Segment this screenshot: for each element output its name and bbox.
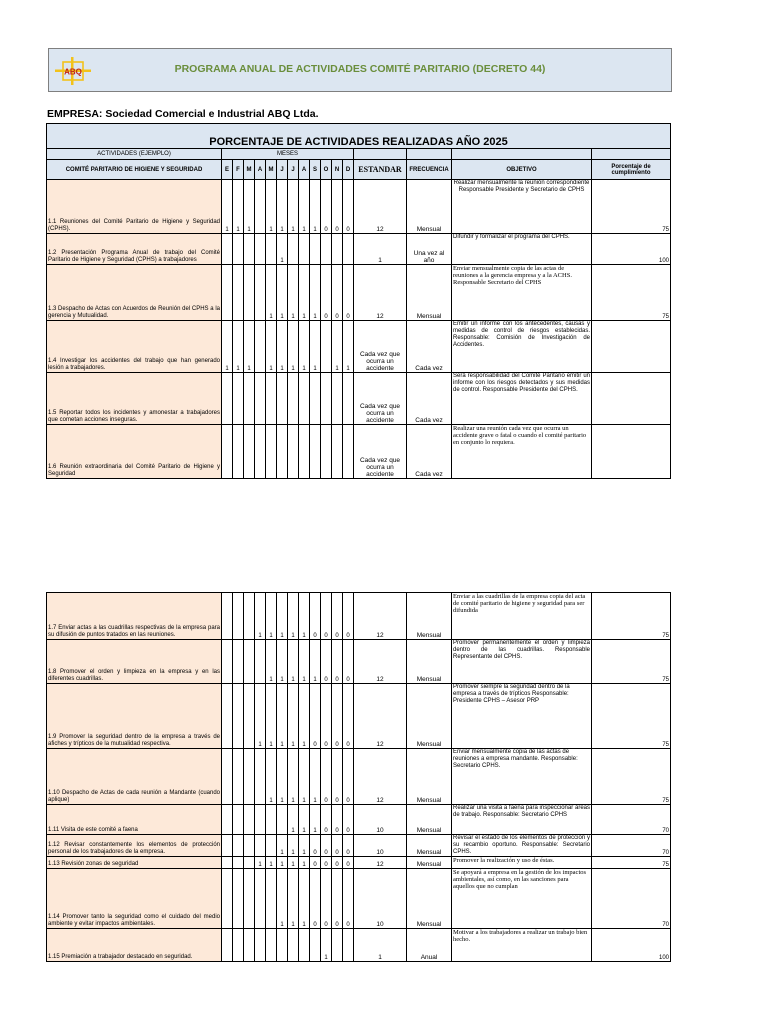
month-cell: 0: [332, 684, 343, 749]
month-cell: 0: [343, 835, 354, 857]
month-cell: [233, 869, 244, 929]
month-cell: [277, 929, 288, 962]
month-cell: 1: [299, 805, 310, 835]
percent-cell: [592, 425, 671, 479]
month-cell: [277, 425, 288, 479]
activity-cell: 1.7 Enviar actas a las cuadrillas respectivas de la empresa para su difusión de puntos tratados en las reuniones.: [47, 593, 222, 640]
objective-cell: Realizar una visita a faena para inspeccionar áreas de trabajo. Responsable: Secretario CPHS: [452, 805, 592, 835]
month-cell: 0: [343, 684, 354, 749]
month-cell: 1: [288, 684, 299, 749]
month-cell: [288, 425, 299, 479]
month-cell: [321, 373, 332, 425]
month-cell: 1: [310, 640, 321, 684]
month-cell: 1: [299, 857, 310, 869]
objective-cell: Enviar a las cuadrillas de la empresa copia del acta de comité paritario de higiene y seguridad para ser difundida: [452, 593, 592, 640]
month-cell: [233, 373, 244, 425]
month-cell: [343, 234, 354, 265]
month-cell: 1: [310, 749, 321, 805]
objective-cell: Promover siempre la seguridad dentro de la empresa a través de trípticos Responsable: Presidente CPHS – Asesor PRP: [452, 684, 592, 749]
month-cell: 0: [310, 857, 321, 869]
month-cell: 1: [266, 857, 277, 869]
month-cell: 1: [277, 749, 288, 805]
month-cell: 1: [222, 321, 233, 373]
month-cell: 0: [332, 857, 343, 869]
month-cell: [266, 929, 277, 962]
month-cell: [321, 321, 332, 373]
month-cell: 0: [321, 835, 332, 857]
month-cell: 0: [343, 593, 354, 640]
objective-cell: Revisar el estado de los elementos de protección y su recambio oportuno. Responsable: Secretario CPHS.: [453, 835, 590, 855]
frequency-cell: Mensual: [407, 749, 452, 805]
frequency-cell: Mensual: [407, 835, 452, 857]
month-cell: 1: [288, 593, 299, 640]
frequency-cell: Mensual: [407, 593, 452, 640]
standard-cell: 1: [354, 929, 407, 962]
percent-cell: 75: [592, 180, 671, 234]
month-cell: 1: [266, 640, 277, 684]
month-cell: 0: [343, 857, 354, 869]
month-cell: 1: [233, 321, 244, 373]
month-cell: [288, 373, 299, 425]
activity-cell: 1.4 Investigar los accidentes del trabajo que han generado lesión a trabajadores.: [47, 321, 222, 373]
company-name: EMPRESA: Sociedad Comercial e Industrial ABQ Ltda.: [47, 108, 319, 120]
month-cell: 0: [343, 180, 354, 234]
month-cell: [266, 234, 277, 265]
table-row: [47, 593, 671, 640]
month-cell: [244, 805, 255, 835]
month-cell: [233, 749, 244, 805]
activity-cell: 1.2 Presentación Programa Anual de trabajo del Comité Paritario de Higiene y Seguridad (CPHS) a trabajadores: [47, 234, 222, 265]
month-cell: [255, 180, 266, 234]
column-header-percent: Porcentaje de cumplimiento: [592, 160, 671, 180]
percent-cell: 75: [592, 749, 671, 805]
month-cell: [222, 857, 233, 869]
month-cell: [332, 234, 343, 265]
frequency-cell: Mensual: [407, 869, 452, 929]
table-title: PORCENTAJE DE ACTIVIDADES REALIZADAS AÑO 2025: [47, 124, 671, 149]
month-cell: 1: [310, 805, 321, 835]
month-cell: 0: [321, 749, 332, 805]
percent-cell: 75: [592, 857, 671, 869]
month-cell: 1: [299, 835, 310, 857]
month-cell: [299, 425, 310, 479]
standard-cell: 12: [354, 640, 407, 684]
month-cell: 0: [343, 265, 354, 321]
month-cell: [233, 857, 244, 869]
frequency-cell: Cada vez: [407, 425, 452, 479]
activity-cell: 1.1 Reuniones del Comité Paritario de Higiene y Seguridad (CPHS).: [47, 180, 222, 234]
month-cell: [266, 869, 277, 929]
percent-cell: 70: [592, 835, 671, 857]
month-cell: 1: [310, 180, 321, 234]
month-cell: 0: [332, 640, 343, 684]
percent-cell: 75: [592, 684, 671, 749]
month-cell: [222, 835, 233, 857]
frequency-cell: Cada vez: [407, 373, 452, 425]
month-cell: [244, 265, 255, 321]
month-cell: 1: [288, 857, 299, 869]
month-cell: [266, 373, 277, 425]
month-cell: [310, 425, 321, 479]
standard-cell: 10: [354, 805, 407, 835]
month-cell: 1: [255, 684, 266, 749]
month-cell: [244, 373, 255, 425]
month-cell: 0: [343, 640, 354, 684]
objective-cell: Promover la realización y uso de éstas.: [452, 857, 592, 869]
month-header: S: [310, 160, 321, 180]
month-cell: 1: [255, 593, 266, 640]
table-row: [47, 321, 671, 373]
standard-cell: 12: [354, 684, 407, 749]
frequency-cell: Mensual: [407, 805, 452, 835]
table-row: [47, 684, 671, 749]
objective-cell: Difundir y formalizar el programa del CPHS.: [452, 234, 592, 265]
month-cell: 0: [310, 593, 321, 640]
table-row: [47, 180, 671, 234]
month-cell: 1: [266, 593, 277, 640]
activity-cell: 1.3 Despacho de Actas con Acuerdos de Reunión del CPHS a la gerencia y Mutualidad.: [47, 265, 222, 321]
percent-cell: [592, 321, 671, 373]
month-header: J: [288, 160, 299, 180]
column-header-frequency: FRECUENCIA: [407, 160, 452, 180]
month-cell: 1: [244, 321, 255, 373]
month-cell: 1: [299, 321, 310, 373]
month-header: M: [266, 160, 277, 180]
month-cell: [233, 425, 244, 479]
month-cell: [233, 593, 244, 640]
month-cell: 1: [277, 857, 288, 869]
month-cell: [277, 805, 288, 835]
month-cell: [255, 835, 266, 857]
table-row: [47, 869, 671, 929]
month-cell: 0: [332, 749, 343, 805]
month-cell: 1: [310, 265, 321, 321]
table-body-part-1: [47, 180, 671, 479]
month-cell: 0: [332, 869, 343, 929]
frequency-cell: Mensual: [407, 265, 452, 321]
month-cell: 0: [310, 684, 321, 749]
month-cell: [255, 869, 266, 929]
month-cell: [244, 684, 255, 749]
activity-cell: 1.9 Promover la seguridad dentro de la empresa a través de afiches y trípticos de la mutualidad respectiva.: [47, 684, 222, 749]
month-header: J: [277, 160, 288, 180]
month-cell: 0: [343, 869, 354, 929]
percent-cell: 75: [592, 640, 671, 684]
month-cell: 1: [266, 321, 277, 373]
month-cell: [288, 234, 299, 265]
month-cell: [255, 321, 266, 373]
table-row: [47, 265, 671, 321]
activity-cell: 1.5 Reportar todos los incidentes y amonestar a trabajadores que cometan acciones inseguras.: [47, 373, 222, 425]
month-cell: 0: [332, 265, 343, 321]
month-cell: [255, 749, 266, 805]
month-cell: 0: [343, 749, 354, 805]
month-cell: [266, 425, 277, 479]
table-row: [47, 373, 671, 425]
percent-cell: 100: [592, 929, 671, 962]
month-cell: 1: [288, 265, 299, 321]
activity-cell: 1.11 Visita de este comité a faena: [47, 805, 222, 835]
month-header: N: [332, 160, 343, 180]
month-cell: 1: [277, 321, 288, 373]
month-cell: 1: [288, 640, 299, 684]
objective-cell: Realizar una reunión cada vez que ocurra un accidente grave o fatal o cuando el comité paritario en conjunto lo requiera.: [452, 425, 592, 479]
month-cell: [233, 835, 244, 857]
month-cell: 1: [277, 593, 288, 640]
standard-cell: 10: [354, 869, 407, 929]
month-cell: [233, 805, 244, 835]
table-row: [47, 929, 671, 962]
activity-cell: 1.15 Premiación a trabajador destacado en seguridad.: [47, 929, 222, 962]
month-cell: 1: [299, 593, 310, 640]
month-cell: [244, 869, 255, 929]
standard-cell: 10: [354, 835, 407, 857]
page-title: PROGRAMA ANUAL DE ACTIVIDADES COMITÉ PARITARIO (DECRETO 44): [174, 63, 546, 75]
objective-cell: Será responsabilidad del Comité Paritario emitir un informe con los riesgos detectados y sus medidas de control. Responsable Presidente del CPHS.: [452, 373, 592, 425]
percent-cell: 70: [592, 805, 671, 835]
table-body-part-2: [47, 593, 671, 962]
month-cell: [222, 805, 233, 835]
month-cell: [299, 929, 310, 962]
month-cell: 0: [343, 805, 354, 835]
month-cell: 1: [266, 749, 277, 805]
month-cell: 1: [277, 234, 288, 265]
standard-cell: Cada vez que ocurra un accidente: [354, 321, 407, 373]
month-cell: [299, 373, 310, 425]
activity-cell: 1.14 Promover tanto la seguridad como el cuidado del medio ambiente y evitar impactos ambientales.: [47, 869, 222, 929]
month-cell: [255, 234, 266, 265]
month-cell: 1: [299, 749, 310, 805]
month-cell: [332, 425, 343, 479]
month-cell: 1: [277, 265, 288, 321]
standard-cell: Cada vez que ocurra un accidente: [354, 425, 407, 479]
month-cell: 1: [244, 180, 255, 234]
month-cell: 0: [321, 869, 332, 929]
svg-text:ABQ: ABQ: [64, 67, 82, 77]
month-cell: [277, 373, 288, 425]
column-header-objective: OBJETIVO: [452, 160, 592, 180]
standard-cell: 12: [354, 265, 407, 321]
table-row: [47, 425, 671, 479]
month-cell: 0: [332, 835, 343, 857]
month-cell: [255, 425, 266, 479]
month-cell: [244, 593, 255, 640]
standard-cell: 1: [354, 234, 407, 265]
table-row: [47, 835, 671, 857]
month-cell: 1: [266, 180, 277, 234]
month-cell: [222, 929, 233, 962]
month-cell: 1: [299, 265, 310, 321]
standard-cell: 12: [354, 857, 407, 869]
month-cell: [255, 265, 266, 321]
month-cell: 0: [321, 857, 332, 869]
month-cell: [222, 640, 233, 684]
month-cell: 1: [310, 321, 321, 373]
table-row: [47, 640, 671, 684]
month-cell: 1: [288, 869, 299, 929]
month-cell: [310, 929, 321, 962]
objective-cell: Promover permanentemente el orden y limpieza dentro de las cuadrillas. Responsable Representante del CPHS.: [452, 640, 592, 684]
activity-cell: 1.13 Revisión zonas de seguridad: [47, 857, 222, 869]
month-cell: [222, 684, 233, 749]
activity-cell: 1.10 Despacho de Actas de cada reunión a Mandante (cuando aplique): [47, 749, 222, 805]
month-cell: [244, 857, 255, 869]
month-cell: 1: [332, 321, 343, 373]
month-cell: 1: [277, 684, 288, 749]
activities-table-part-2: [46, 592, 671, 962]
month-cell: [233, 265, 244, 321]
month-cell: [222, 234, 233, 265]
frequency-cell: Mensual: [407, 684, 452, 749]
month-cell: 0: [321, 593, 332, 640]
month-cell: 1: [233, 180, 244, 234]
month-cell: [222, 869, 233, 929]
frequency-cell: Mensual: [407, 180, 452, 234]
objective-cell: Enviar mensualmente copia de las actas de reuniones a la gerencia empresa y a la ACHS. Responsable Secretario del CPHS: [452, 265, 592, 321]
month-header: F: [233, 160, 244, 180]
month-cell: [233, 684, 244, 749]
table-row: [47, 749, 671, 805]
month-cell: 1: [266, 684, 277, 749]
month-cell: [288, 929, 299, 962]
month-cell: 1: [288, 749, 299, 805]
month-cell: [244, 640, 255, 684]
month-cell: 1: [277, 835, 288, 857]
month-cell: 1: [277, 640, 288, 684]
month-cell: [255, 373, 266, 425]
month-cell: 1: [288, 835, 299, 857]
percent-cell: 75: [592, 265, 671, 321]
month-cell: [255, 929, 266, 962]
objective-cell: Enviar mensualmente copia de las actas de reuniones a empresa mandante. Responsable: Secretario CPHS.: [452, 749, 592, 805]
month-cell: 0: [332, 805, 343, 835]
month-cell: [222, 425, 233, 479]
standard-cell: 12: [354, 593, 407, 640]
month-cell: 0: [310, 869, 321, 929]
percent-cell: [592, 373, 671, 425]
month-cell: 0: [321, 640, 332, 684]
month-cell: [244, 234, 255, 265]
month-cell: 1: [277, 869, 288, 929]
month-cell: 1: [299, 684, 310, 749]
month-cell: [255, 640, 266, 684]
month-cell: [310, 373, 321, 425]
month-cell: [332, 373, 343, 425]
month-cell: 1: [288, 180, 299, 234]
month-cell: [266, 805, 277, 835]
objective-cell: Se apoyará a empresa en la gestión de los impactos ambientales, así como, en las sanciones para aquellos que no cumplan: [452, 869, 592, 929]
month-cell: [233, 929, 244, 962]
column-header-activity: COMITÉ PARITARIO DE HIGIENE Y SEGURIDAD: [47, 160, 222, 180]
month-cell: [343, 373, 354, 425]
month-cell: [321, 425, 332, 479]
objective-cell: Motivar a los trabajadores a realizar un trabajo bien hecho.: [452, 929, 592, 962]
month-cell: 0: [321, 684, 332, 749]
objective-cell: Realizar mensualmente la reunión correspondiente Responsable Presidente y Secretario de CPHS: [452, 180, 592, 234]
month-cell: 1: [222, 180, 233, 234]
month-cell: [343, 425, 354, 479]
month-header: D: [343, 160, 354, 180]
month-cell: [222, 749, 233, 805]
month-cell: [343, 929, 354, 962]
activity-cell: 1.8 Promover el orden y limpieza en la empresa y en las diferentes cuadrillas.: [47, 640, 222, 684]
standard-cell: 12: [354, 749, 407, 805]
standard-cell: Cada vez que ocurra un accidente: [354, 373, 407, 425]
month-cell: [332, 929, 343, 962]
month-header: M: [244, 160, 255, 180]
month-cell: 0: [332, 593, 343, 640]
month-cell: 0: [321, 805, 332, 835]
month-cell: [244, 835, 255, 857]
month-header: O: [321, 160, 332, 180]
month-cell: 1: [288, 805, 299, 835]
month-cell: [255, 805, 266, 835]
month-cell: [222, 265, 233, 321]
frequency-cell: Una vez al año: [407, 234, 452, 265]
frequency-cell: Mensual: [407, 640, 452, 684]
month-cell: [244, 425, 255, 479]
percent-cell: 75: [592, 593, 671, 640]
month-header: A: [255, 160, 266, 180]
month-cell: [266, 835, 277, 857]
month-cell: [222, 593, 233, 640]
month-cell: [299, 234, 310, 265]
month-cell: [310, 234, 321, 265]
month-cell: 1: [299, 180, 310, 234]
standard-cell: 12: [354, 180, 407, 234]
activity-cell: 1.6 Reunión extraordinaria del Comité Paritario de Higiene y Seguridad: [47, 425, 222, 479]
month-cell: 1: [321, 929, 332, 962]
percent-cell: 70: [592, 869, 671, 929]
frequency-cell: Anual: [407, 929, 452, 962]
month-cell: 0: [321, 265, 332, 321]
month-cell: 1: [343, 321, 354, 373]
activities-example-label: ACTIVIDADES (EJEMPLO): [47, 149, 222, 160]
months-label: MESES: [222, 149, 354, 160]
month-cell: 0: [321, 180, 332, 234]
objective-cell: Emitir un informe con los antecedentes, causas y medidas de control de riesgos establecidas. Responsable: Comisión de Investigación de Accidentes.: [452, 321, 592, 373]
frequency-cell: Cada vez: [407, 321, 452, 373]
month-cell: [244, 929, 255, 962]
month-cell: [233, 640, 244, 684]
month-cell: 1: [299, 640, 310, 684]
month-cell: 1: [299, 869, 310, 929]
table-row: [47, 857, 671, 869]
title-banner: [48, 48, 672, 92]
month-cell: 0: [310, 835, 321, 857]
month-cell: [321, 234, 332, 265]
percent-cell: 100: [592, 234, 671, 265]
month-cell: 1: [266, 265, 277, 321]
month-cell: 1: [255, 857, 266, 869]
month-header: A: [299, 160, 310, 180]
month-cell: [233, 234, 244, 265]
frequency-cell: Mensual: [407, 857, 452, 869]
month-header: E: [222, 160, 233, 180]
month-cell: [244, 749, 255, 805]
table-row: [47, 805, 671, 835]
month-cell: [222, 373, 233, 425]
month-cell: 1: [288, 321, 299, 373]
activity-cell: 1.12 Revisar constantemente los elementos de protección personal de los trabajadores de la empresa.: [47, 835, 222, 857]
month-cell: 1: [277, 180, 288, 234]
activities-table-part-1: [46, 123, 671, 479]
month-cell: 0: [332, 180, 343, 234]
table-row: [47, 234, 671, 265]
column-header-standard: ESTANDAR: [354, 160, 407, 180]
